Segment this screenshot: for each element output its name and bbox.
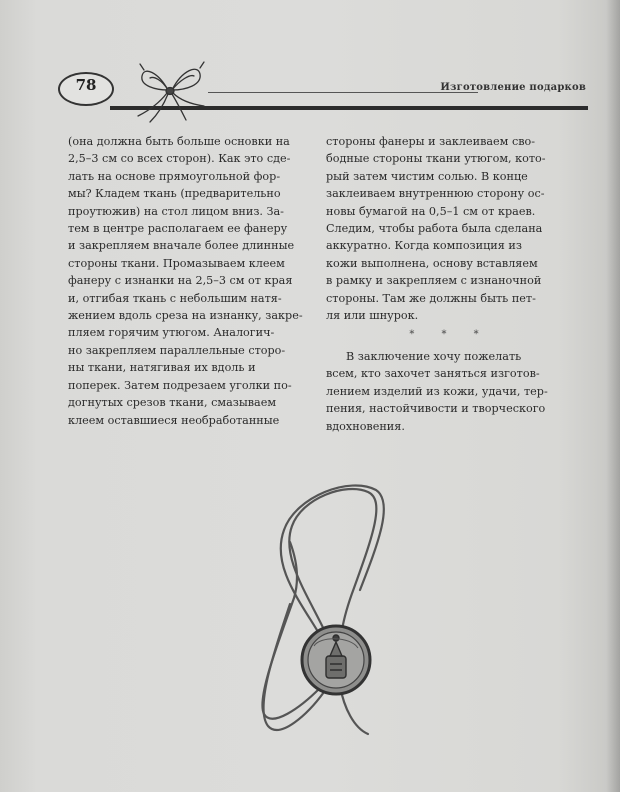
section-separator: * * * <box>409 329 491 341</box>
page-number: 78 <box>75 76 97 94</box>
running-title: Изготовление подарков <box>440 82 586 93</box>
text-line: тем в центре располагаем ее фанеру <box>68 222 288 236</box>
conclusion-line: всем, кто захочет заняться изготов- <box>326 367 540 381</box>
text-line: жением вдоль среза на изнанку, закре- <box>68 309 303 323</box>
text-line: мы? Кладем ткань (предварительно <box>68 187 281 201</box>
right-column <box>326 133 574 435</box>
text-line: но закрепляем параллельные сторо- <box>68 343 286 357</box>
text-line: аккуратно. Когда композиция из <box>326 239 522 253</box>
text-line: пляем горячим утюгом. Аналогич- <box>68 326 275 340</box>
text-line: заклеиваем внутреннюю сторону ос- <box>326 187 545 201</box>
conclusion-line: лением изделий из кожи, удачи, тер- <box>326 384 548 398</box>
text-line: Следим, чтобы работа была сделана <box>326 222 543 236</box>
text-line: в рамку и закрепляем с изнаночной <box>326 274 542 288</box>
text-line: бодные стороны ткани утюгом, кото- <box>326 152 546 166</box>
text-line: ны ткани, натягивая их вдоль и <box>68 361 256 375</box>
text-line: кожи выполнена, основу вставляем <box>326 256 538 270</box>
text-line: лать на основе прямоугольной фор- <box>68 169 281 183</box>
text-line: ля или шнурок. <box>326 309 419 323</box>
text-line: рый затем чистим солью. В конце <box>326 169 528 183</box>
text-line: и закрепляем вначале более длинные <box>68 239 295 253</box>
text-line: и, отгибая ткань с небольшим натя- <box>68 291 282 305</box>
text-line: новы бумагой на 0,5–1 см от краев. <box>326 204 536 218</box>
text-line: клеем оставшиеся необработанные <box>68 413 280 427</box>
text-line: стороны фанеры и заклеиваем сво- <box>326 135 536 148</box>
text-line: поперек. Затем подрезаем уголки по- <box>68 378 292 392</box>
text-line: 2,5–3 см со всех сторон). Как это сде- <box>68 152 291 166</box>
text-line: стороны ткани. Промазываем клеем <box>68 256 285 270</box>
conclusion-line: вдохновения. <box>326 419 405 433</box>
text-line: фанеру с изнанки на 2,5–3 см от края <box>68 274 293 288</box>
leather-pendant-icon <box>250 478 420 748</box>
text-line: стороны. Там же должны быть пет- <box>326 291 536 305</box>
conclusion-line: пения, настойчивости и творческого <box>326 402 546 416</box>
text-line: проутюжив) на стол лицом вниз. За- <box>68 204 284 218</box>
page-edge-shadow <box>606 0 620 792</box>
left-column <box>68 133 312 429</box>
page-header <box>58 60 588 120</box>
text-line: (она должна быть больше основки на <box>68 135 290 148</box>
header-thin-rule <box>208 92 478 93</box>
ribbon-bow-icon <box>120 60 220 124</box>
text-line: догнутых срезов ткани, смазываем <box>68 396 277 410</box>
conclusion-line: В заключение хочу пожелать <box>346 349 522 363</box>
